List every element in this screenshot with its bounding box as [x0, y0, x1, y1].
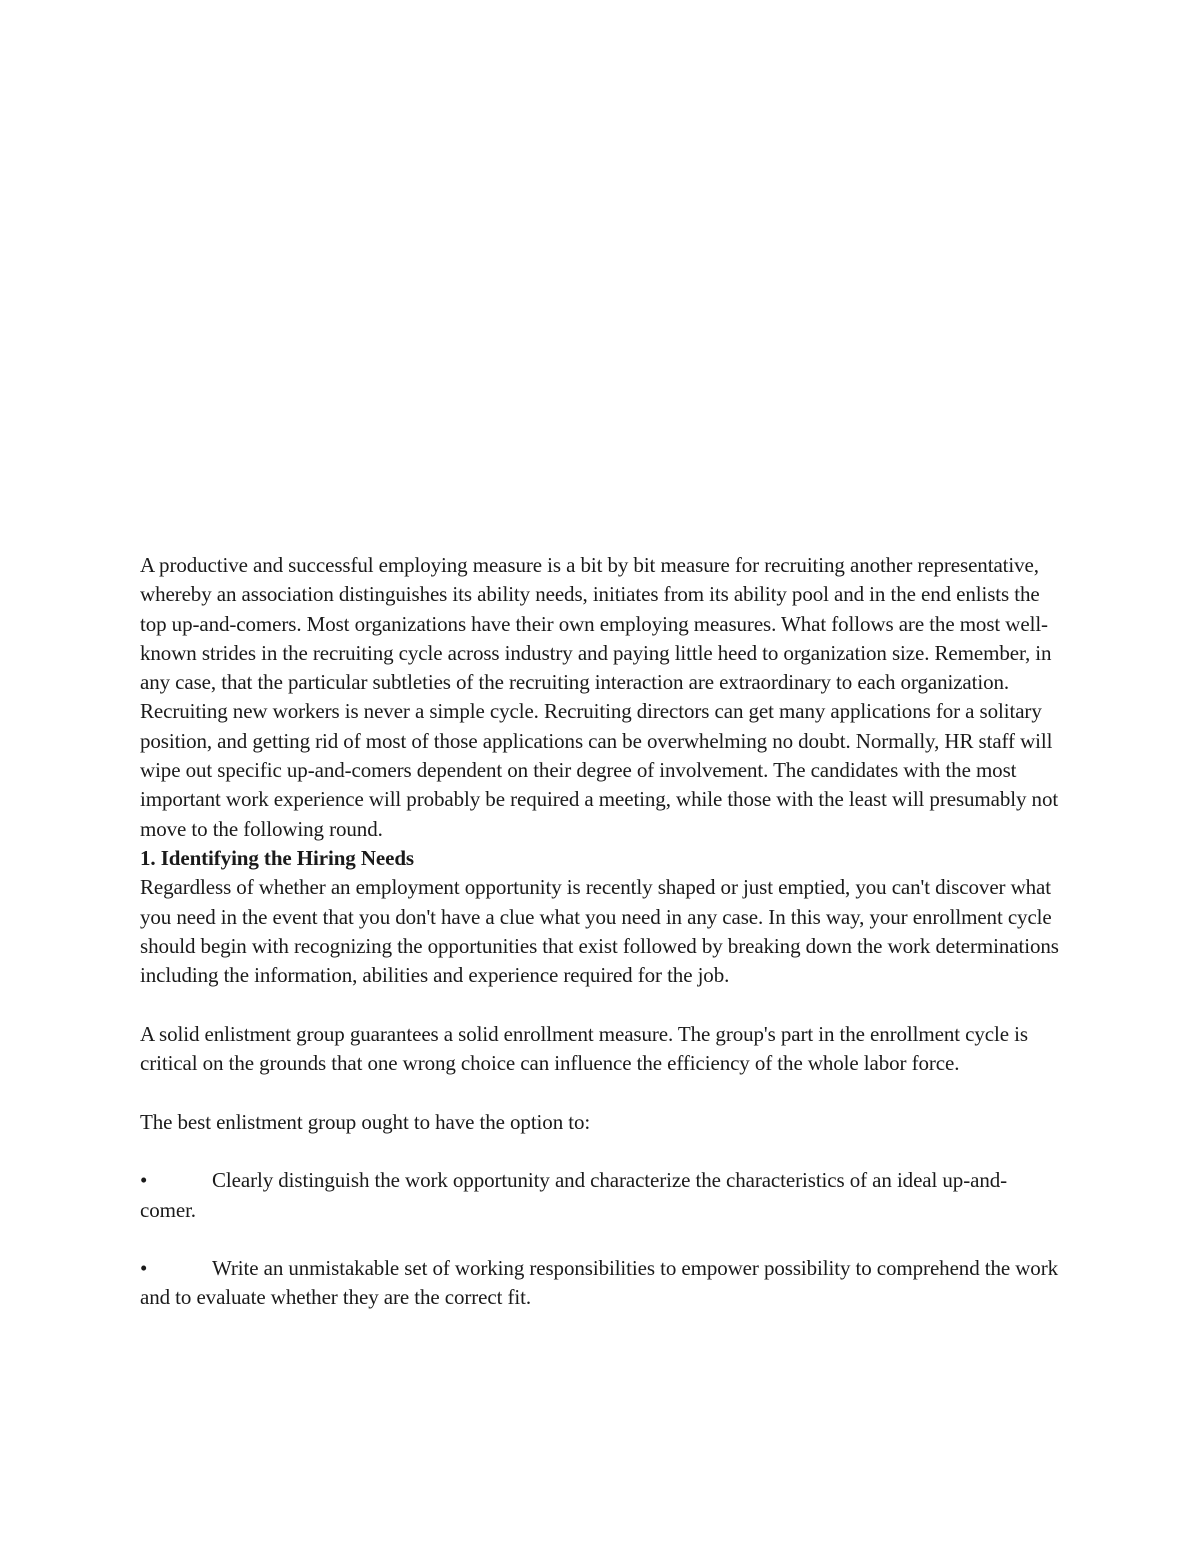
document-body	[140, 551, 1060, 1313]
bullet-icon: •	[140, 1168, 148, 1193]
section-heading: 1. Identifying the Hiring Needs	[140, 845, 414, 870]
paragraph-spacer	[140, 1137, 1060, 1166]
section-paragraph: Regardless of whether an employment opportunity is recently shaped or just emptied, you can't discover what you need in the event that you don't have a clue what you need in any case. In this way, your enrollment cycle should begin with recognizing the opportunities that exist followed by breaking down the work determinations including the information, abilities and experience required for the job.	[140, 875, 1059, 988]
bullet-icon: •	[140, 1256, 148, 1281]
bullet-text: Write an unmistakable set of working responsibilities to empower possibility to comprehend the work and to evaluate whether they are the correct fit.	[140, 1256, 1059, 1310]
paragraph-spacer	[140, 1225, 1060, 1254]
bullet-item	[140, 1166, 1060, 1225]
list-intro-paragraph: The best enlistment group ought to have the option to:	[140, 1109, 591, 1134]
intro-paragraph: A productive and successful employing measure is a bit by bit measure for recruiting another representative, whereby an association distinguishes its ability needs, initiates from its ability pool and in the end enlists the top up-and-comers. Most organizations have their own employing measures. What follows are the most well-known strides in the recruiting cycle across industry and paying little heed to organization size. Remember, in any case, that the particular subtleties of the recruiting interaction are extraordinary to each organization. Recruiting new workers is never a simple cycle. Recruiting directors can get many applications for a solitary position, and getting rid of most of those applications can be overwhelming no doubt. Normally, HR staff will wipe out specific up-and-comers dependent on their degree of involvement. The candidates with the most important work experience will probably be required a meeting, while those with the least will presumably not move to the following round.	[140, 553, 1059, 841]
team-paragraph: A solid enlistment group guarantees a solid enrollment measure. The group's part in the enrollment cycle is critical on the grounds that one wrong choice can influence the efficiency of the whole labor force.	[140, 1021, 1028, 1076]
paragraph-spacer	[140, 990, 1060, 1019]
paragraph-spacer	[140, 1078, 1060, 1107]
bullet-item	[140, 1254, 1060, 1313]
bullet-text: Clearly distinguish the work opportunity and characterize the characteristics of an ideal up-and-comer.	[140, 1168, 1008, 1222]
